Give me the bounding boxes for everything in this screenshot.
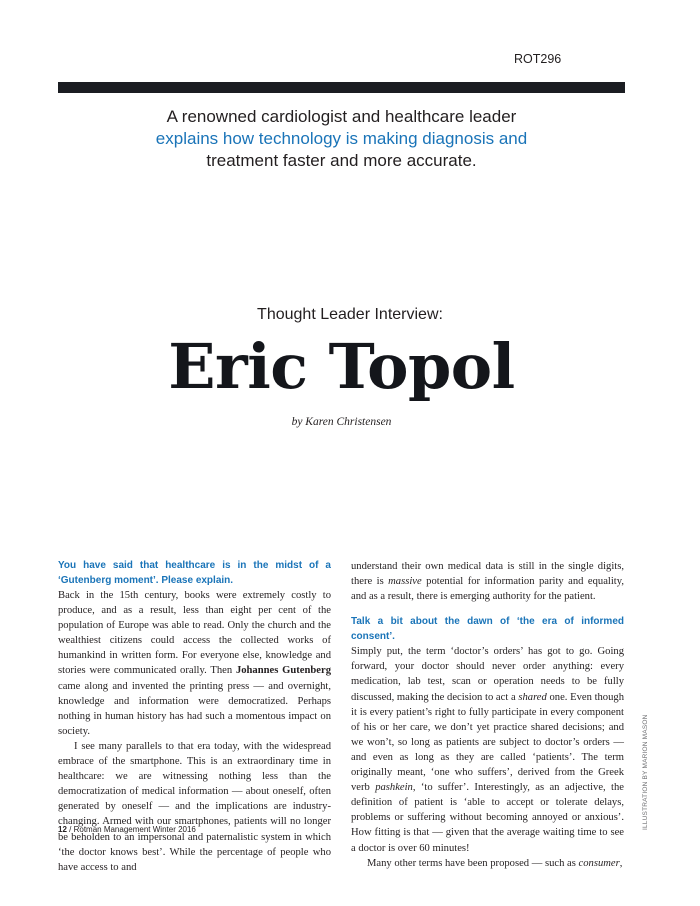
person-name: Johannes Gutenberg — [235, 665, 331, 677]
page-number: 12 — [58, 825, 67, 834]
illustration-credit: ILLUSTRATION BY MARION MASON — [642, 714, 649, 830]
kicker: Thought Leader Interview: — [257, 306, 443, 323]
question-1: You have said that healthcare is in the midst of a ‘Gutenberg moment’. Please explain. — [58, 560, 331, 586]
headline: Eric Topol — [168, 330, 515, 403]
header-rule — [58, 82, 625, 93]
paragraph-1: Back in the 15th century, books were extremely costly to produce, and as a result, less than eight per cent of the population of Europe was able to read. Only the church and the wealthiest citizens could access the collected works of humankind in written form. For everyone else, knowledge and stories were communicated orally. Then Johannes Gutenberg came along and invented the printing press — and overnight, knowledge and information were democratized. Perhaps nothing in human history has had such a momentous impact on society. — [58, 590, 331, 737]
byline: by Karen Christensen — [291, 416, 392, 428]
article-code: ROT296 — [514, 52, 562, 66]
page-footer — [58, 825, 196, 834]
deck-line-1: A renowned cardiologist and healthcare leader — [166, 107, 517, 126]
paragraph-4: Simply put, the term ‘doctor’s orders’ has got to go. Going forward, your doctor should never order anything: every medication, lab test, scan or operation needs to be fully discussed, making the decision to act a shared one. Even though it is every patient’s right to fully participate in every component of his or her care, we don’t yet practice shared decisions; and we won’t, so long as patients are subject to doctor’s orders — and even as long as they are called ‘patients’. The term originally meant, ‘one who suffers’, derived from the Greek verb pashkein, ‘to suffer’. Interestingly, as an adjective, the definition of patient is ‘able to accept or tolerate delays, problems or suffering without becoming annoyed or anxious’. How fitting is that — given that the average waiting time to see a doctor is over 60 minutes! — [351, 646, 624, 854]
paragraph-5: Many other terms have been proposed — such as consumer, — [367, 857, 623, 869]
publication-info: / Rotman Management Winter 2016 — [69, 825, 196, 834]
deck-line-3: treatment faster and more accurate. — [206, 151, 477, 170]
paragraph-2: I see many parallels to that era today, with the widespread embrace of the smartphone. This is an extraordinary time in healthcare: we are witnessing nothing less than the democratization of medical information — about oneself, often generated by oneself — and the implications are industry-changing. Armed with our smartphones, patients will no longer be beholden to an impersonal and paternalistic system in which ‘the doctor knows best’. While the percentage of people who have access to and — [58, 740, 331, 873]
paragraph-3: understand their own medical data is still in the single digits, there is massive potential for information parity and equality, and as a result, there is emerging authority for the patient. — [351, 561, 624, 603]
deck-line-2: explains how technology is making diagnosis and — [155, 129, 528, 148]
deck — [60, 106, 623, 172]
column-right — [351, 559, 624, 871]
question-2: Talk a bit about the dawn of ‘the era of informed consent’. — [351, 616, 624, 642]
